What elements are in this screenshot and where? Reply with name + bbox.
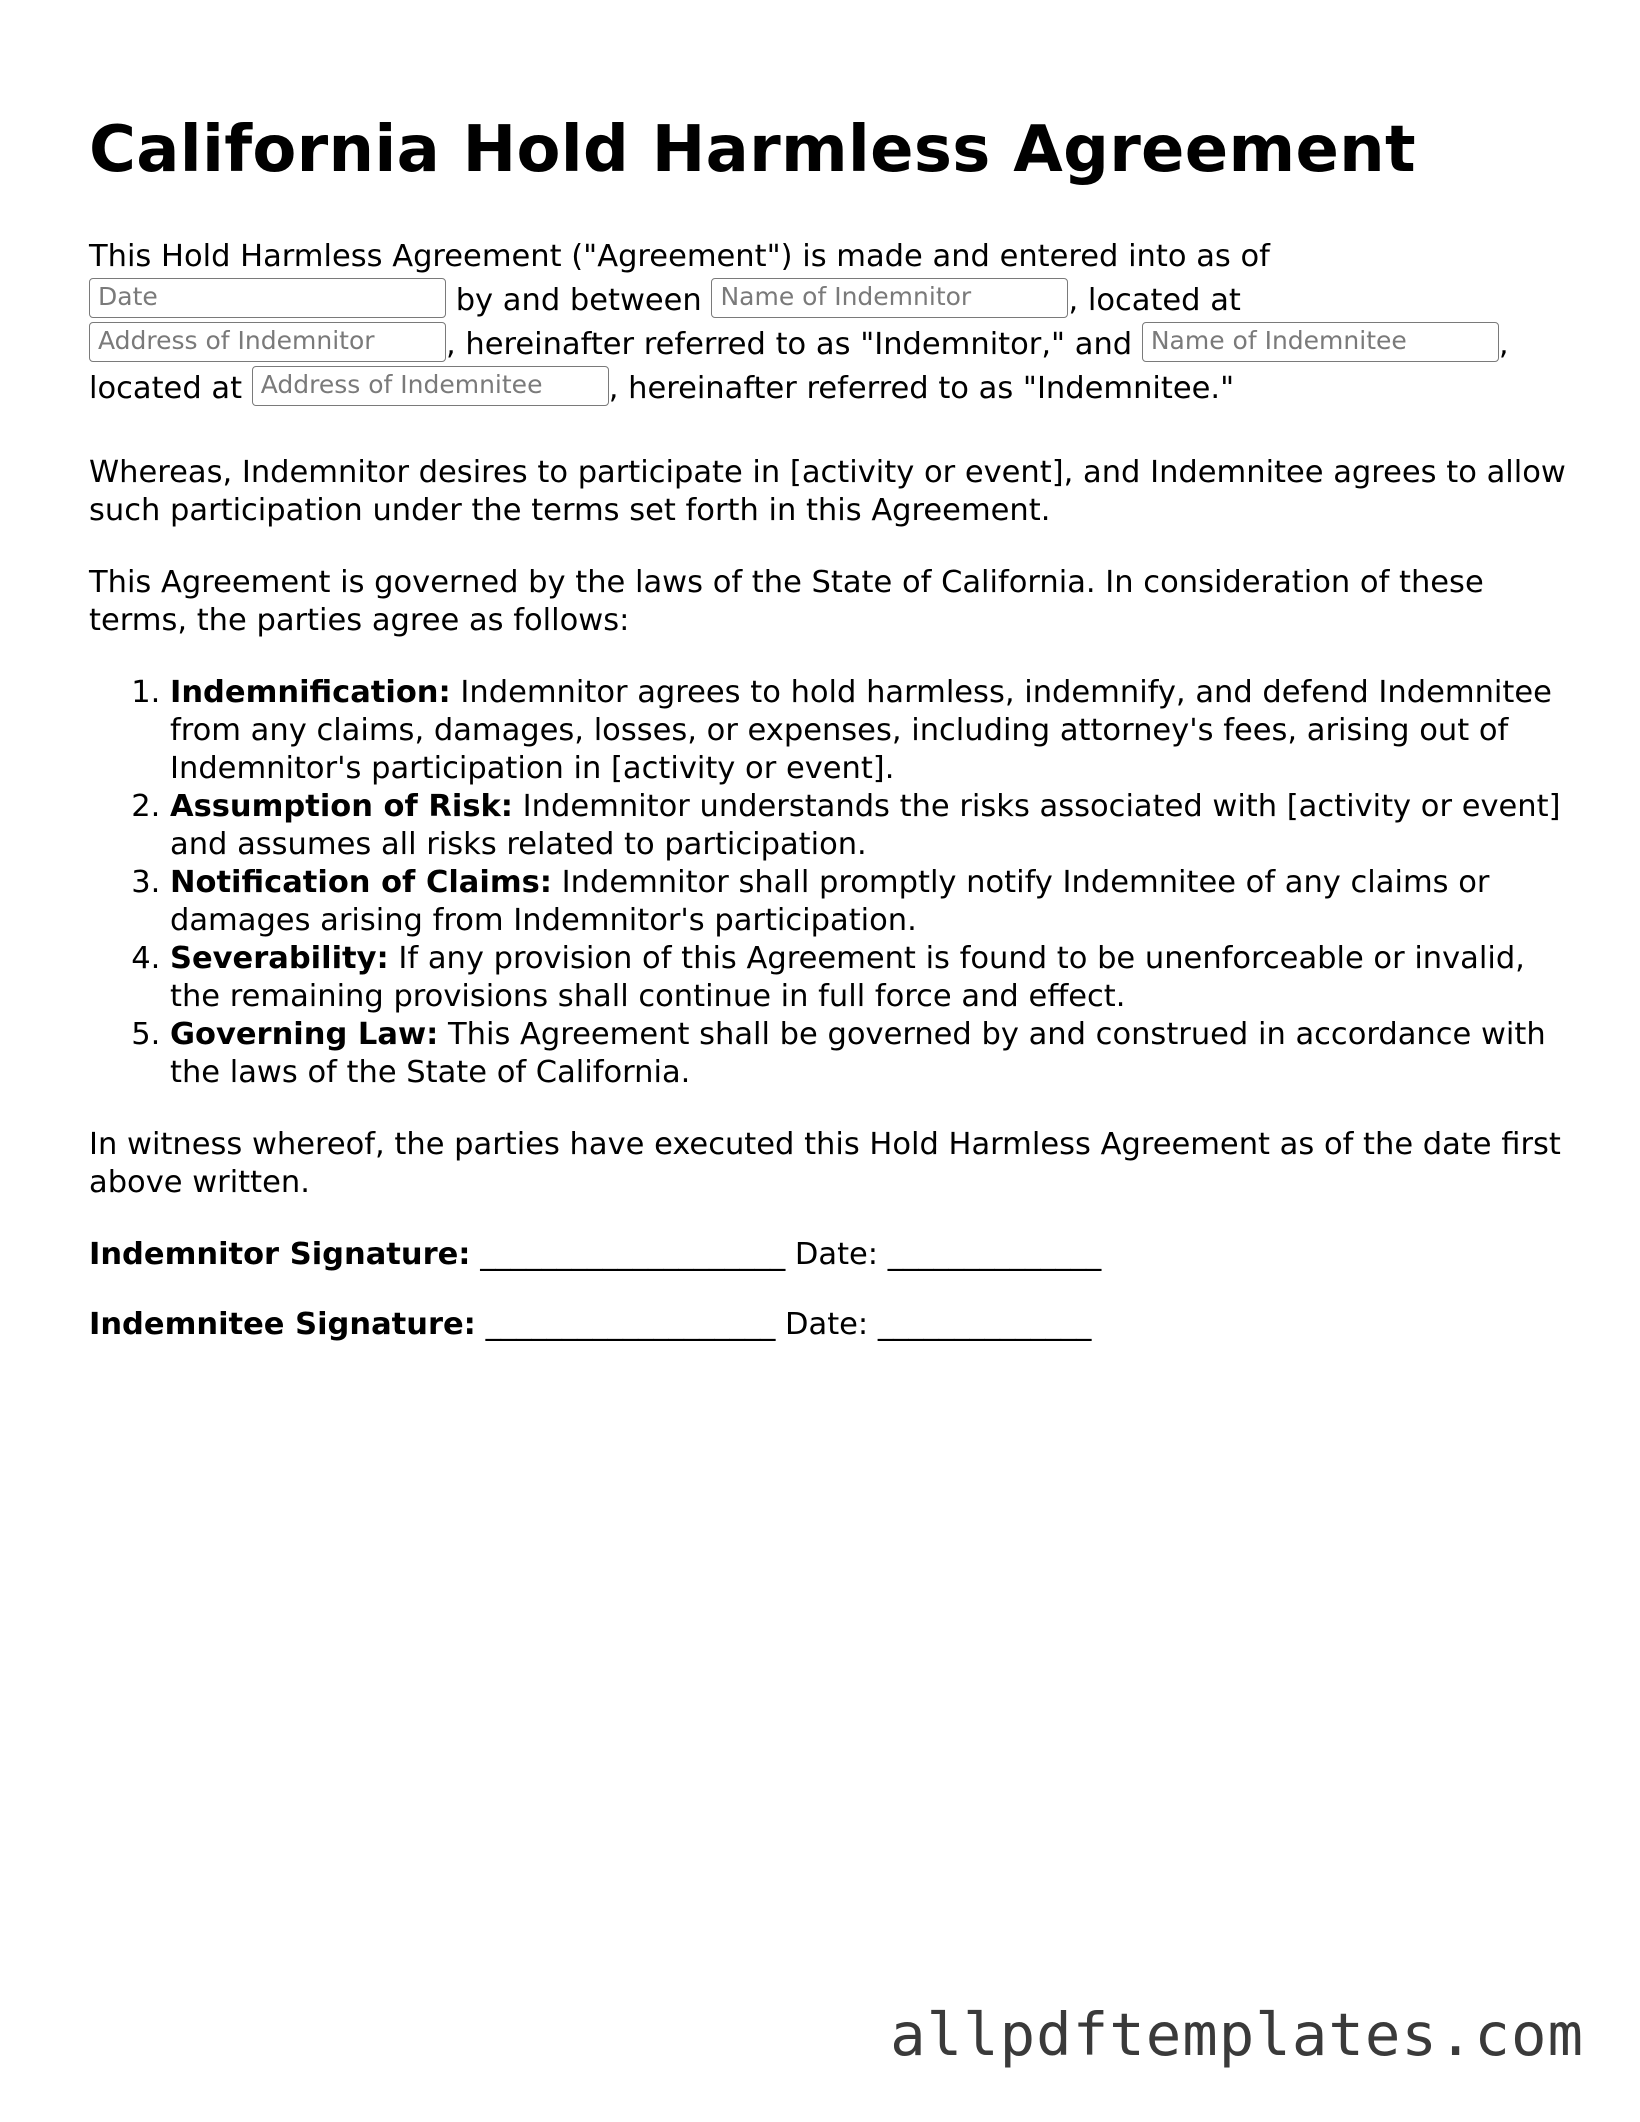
intro-text-4: , hereinafter referred to as "Indemnitor," and — [446, 327, 1142, 362]
watermark: allpdftemplates.com — [890, 2000, 1584, 2069]
indemnitee-name-field[interactable]: Name of Indemnitee — [1142, 322, 1499, 362]
indemnitee-signature-line[interactable] — [89, 1306, 1569, 1344]
term-text: This Agreement shall be governed by and construed in accordance with the laws of the State of California. — [170, 1017, 1546, 1090]
list-item — [170, 864, 1569, 940]
list-item — [170, 1016, 1569, 1092]
intro-text-6: , hereinafter referred to as "Indemnitee." — [608, 371, 1235, 406]
intro-text-5: , located at — [89, 327, 1509, 406]
list-item — [170, 940, 1569, 1016]
intro-paragraph — [89, 236, 1569, 410]
term-title: Notification of Claims: — [170, 865, 552, 900]
term-title: Severability: — [170, 941, 389, 976]
indemnitor-name-field[interactable]: Name of Indemnitor — [711, 278, 1068, 318]
witness-paragraph: In witness whereof, the parties have executed this Hold Harmless Agreement as of the date first above written. — [89, 1127, 1561, 1200]
document-title: California Hold Harmless Agreement — [89, 113, 1416, 187]
list-item — [170, 674, 1569, 788]
indemnitor-signature-line[interactable] — [89, 1236, 1569, 1274]
intro-text-1: This Hold Harmless Agreement ("Agreement") is made and entered into as of — [89, 239, 1270, 274]
governed-paragraph: This Agreement is governed by the laws of the State of California. In consideration of these terms, the parties agree as follows: — [89, 565, 1484, 638]
list-item — [170, 788, 1569, 864]
term-text: Indemnitor shall promptly notify Indemnitee of any claims or damages arising from Indemnitor's participation. — [170, 865, 1490, 938]
term-title: Governing Law: — [170, 1017, 439, 1052]
indemnitee-signature-blank[interactable]: ___________________ Date: ______________ — [475, 1307, 1092, 1342]
document-page — [89, 108, 1569, 1376]
term-text: Indemnitor understands the risks associated with [activity or event] and assumes all risks related to participation. — [170, 789, 1561, 862]
term-title: Assumption of Risk: — [170, 789, 513, 824]
intro-text-2: by and between — [446, 283, 712, 318]
intro-text-3: , located at — [1068, 283, 1241, 318]
whereas-paragraph: Whereas, Indemnitor desires to participate in [activity or event], and Indemnitee agrees to allow such participation under the terms set forth in this Agreement. — [89, 455, 1566, 528]
indemnitor-signature-blank[interactable]: ____________________ Date: ______________ — [470, 1237, 1102, 1272]
indemnitee-signature-label: Indemnitee Signature: — [89, 1307, 476, 1342]
indemnitee-address-field[interactable]: Address of Indemnitee — [252, 366, 609, 406]
indemnitor-signature-label: Indemnitor Signature: — [89, 1237, 471, 1272]
term-title: Indemnification: — [170, 675, 451, 710]
terms-list — [89, 674, 1569, 1092]
term-text: If any provision of this Agreement is found to be unenforceable or invalid, the remaining provisions shall continue in full force and effect. — [170, 941, 1525, 1014]
indemnitor-address-field[interactable]: Address of Indemnitor — [89, 322, 446, 362]
term-text: Indemnitor agrees to hold harmless, indemnify, and defend Indemnitee from any claims, damages, losses, or expenses, including attorney's fees, arising out of Indemnitor's participation in [activity or event]. — [170, 675, 1552, 786]
date-field[interactable]: Date — [89, 278, 446, 318]
